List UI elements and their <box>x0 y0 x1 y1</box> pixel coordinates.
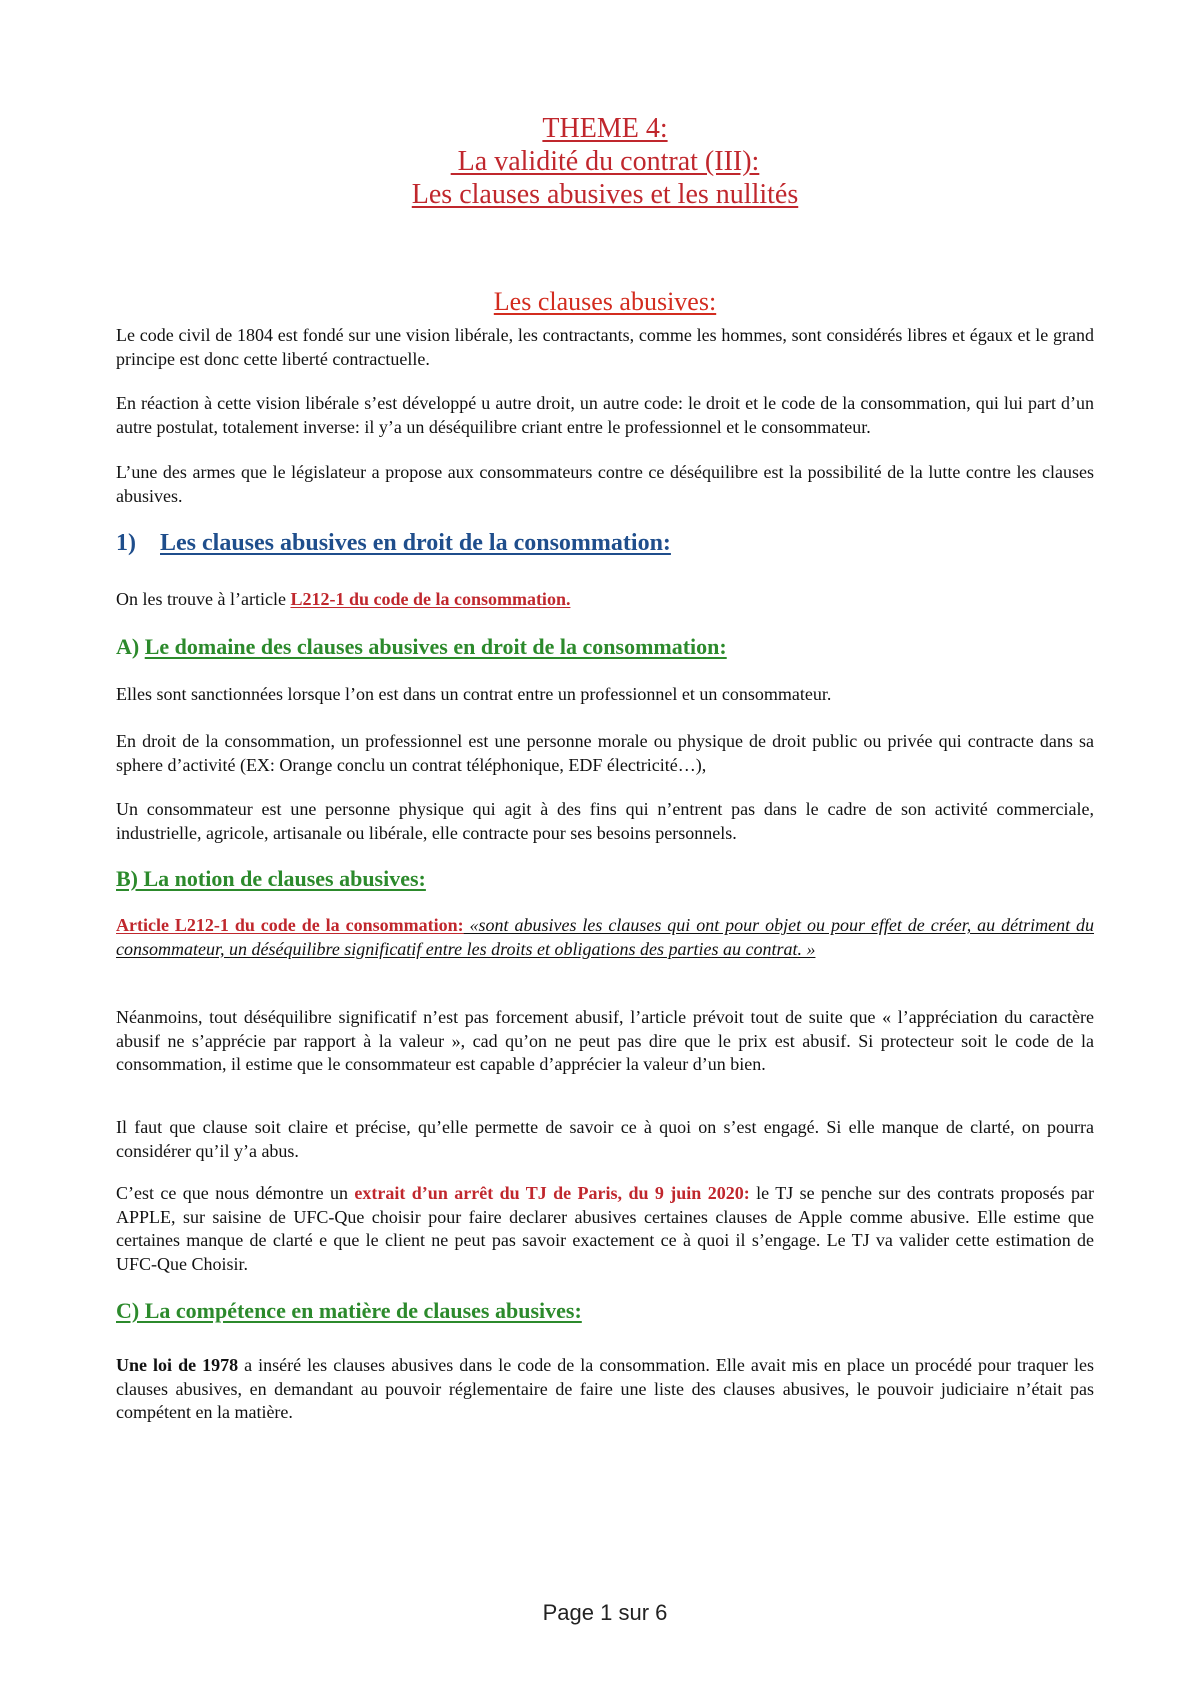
law-1978-reference: Une loi de 1978 <box>116 1355 239 1375</box>
section-b-paragraph-2: Il faut que clause soit claire et précise, qu’elle permette de savoir ce à quoi on s’est engagé. Si elle manque de clarté, on pourra considérer qu’il y’a abus. <box>116 1117 1094 1161</box>
heading-a-domain <box>116 634 727 660</box>
section-a-paragraph-3: Un consommateur est une personne physique qui agit à des fins qui n’entrent pas dans le cadre de son activité commerciale, industrielle, agricole, artisanale ou libérale, elle contracte pour ses besoins personnels. <box>116 799 1094 843</box>
article-quote <box>116 914 1094 961</box>
document-title <box>116 112 1094 211</box>
title-line-validity: La validité du contrat (III): <box>450 146 760 177</box>
court-decision-reference: extrait d’un arrêt du TJ de Paris, du 9 juin 2020: <box>354 1183 750 1203</box>
article-quote-text: «sont abusives les clauses qui ont pour objet ou pour effet de créer, au détriment du consommateur, un déséquilibre significatif entre les droits et obligations des parties au contrat. » <box>116 915 1095 959</box>
intro-paragraph-1: Le code civil de 1804 est fondé sur une vision libérale, les contractants, comme les hommes, sont considérés libres et égaux et le grand principe est donc cette liberté contractuelle. <box>116 325 1094 369</box>
section-c-paragraph-1 <box>116 1354 1094 1425</box>
heading-b-title: B) La notion de clauses abusives: <box>116 866 426 891</box>
section-c-paragraph-1-rest: a inséré les clauses abusives dans le code de la consommation. Elle avait mis en place un procédé pour traquer les clauses abusives, en demandant au pouvoir réglementaire de faire une liste des clauses abusives, le pouvoir judiciaire n’était pas compétent en la matière. <box>116 1355 1094 1422</box>
heading-a-prefix: A) <box>116 634 145 659</box>
page-number: Page 1 sur 6 <box>542 1600 668 1625</box>
section-b-paragraph-1: Néanmoins, tout déséquilibre significatif n’est pas forcement abusif, l’article prévoit tout de suite que « l’appréciation du caractère abusif ne s’apprécie par rapport à la valeur », cad qu’on ne peut pas dire que le prix est abusif. Si protecteur soit le code de la consommation, il estime que le consommateur est capable d’apprécier la valeur d’un bien. <box>116 1007 1094 1074</box>
article-reference-link[interactable]: L212-1 du code de la consommation. <box>290 589 571 609</box>
heading-c-title: C) La compétence en matière de clauses abusives: <box>116 1298 582 1323</box>
heading-a-title: Le domaine des clauses abusives en droit de la consommation: <box>144 634 727 659</box>
section-heading-clauses-abusives: Les clauses abusives: <box>493 287 717 316</box>
title-line-clauses: Les clauses abusives et les nullités <box>411 179 799 210</box>
heading-1-number: 1) <box>116 530 136 556</box>
article-quote-reference[interactable]: Article L212-1 du code de la consommation: <box>116 915 464 935</box>
heading-b-notion <box>116 866 426 892</box>
section-a-paragraph-2: En droit de la consommation, un professionnel est une personne morale ou physique de droit public ou privée qui contracte dans sa sphere d’activité (EX: Orange conclu un contrat téléphonique, EDF électricité…), <box>116 731 1094 775</box>
section-b-paragraph-3-prefix: C’est ce que nous démontre un <box>116 1183 355 1203</box>
article-reference-prefix: On les trouve à l’article <box>116 589 291 609</box>
section-a-paragraph-1: Elles sont sanctionnées lorsque l’on est dans un contrat entre un professionnel et un consommateur. <box>116 684 832 704</box>
section-b-paragraph-3-rest: le TJ se penche sur des contrats proposés par APPLE, sur saisine de UFC-Que choisir pour faire declarer abusives certaines clauses de Apple comme abusive. Elle estime que certaines manque de clarté e que le client ne peut pas savoir exactement ce à quoi il s’engage. Le TJ va valider cette estimation de UFC-Que Choisir. <box>116 1183 1094 1274</box>
heading-1-text: Les clauses abusives en droit de la consommation: <box>160 530 671 556</box>
intro-paragraph-2: En réaction à cette vision libérale s’est développé u autre droit, un autre code: le droit et le code de la consommation, qui lui part d’un autre postulat, totalement inverse: il y’a un déséquilibre criant entre le professionnel et le consommateur. <box>116 393 1094 437</box>
title-line-theme: THEME 4: <box>542 113 668 144</box>
intro-paragraph-3: L’une des armes que le législateur a propose aux consommateurs contre ce déséquilibre est la possibilité de la lutte contre les clauses abusives. <box>116 462 1094 506</box>
heading-c-competence <box>116 1298 582 1324</box>
heading-1-consumer-law <box>116 530 671 557</box>
section-b-paragraph-3 <box>116 1182 1094 1276</box>
article-reference <box>116 588 1094 612</box>
